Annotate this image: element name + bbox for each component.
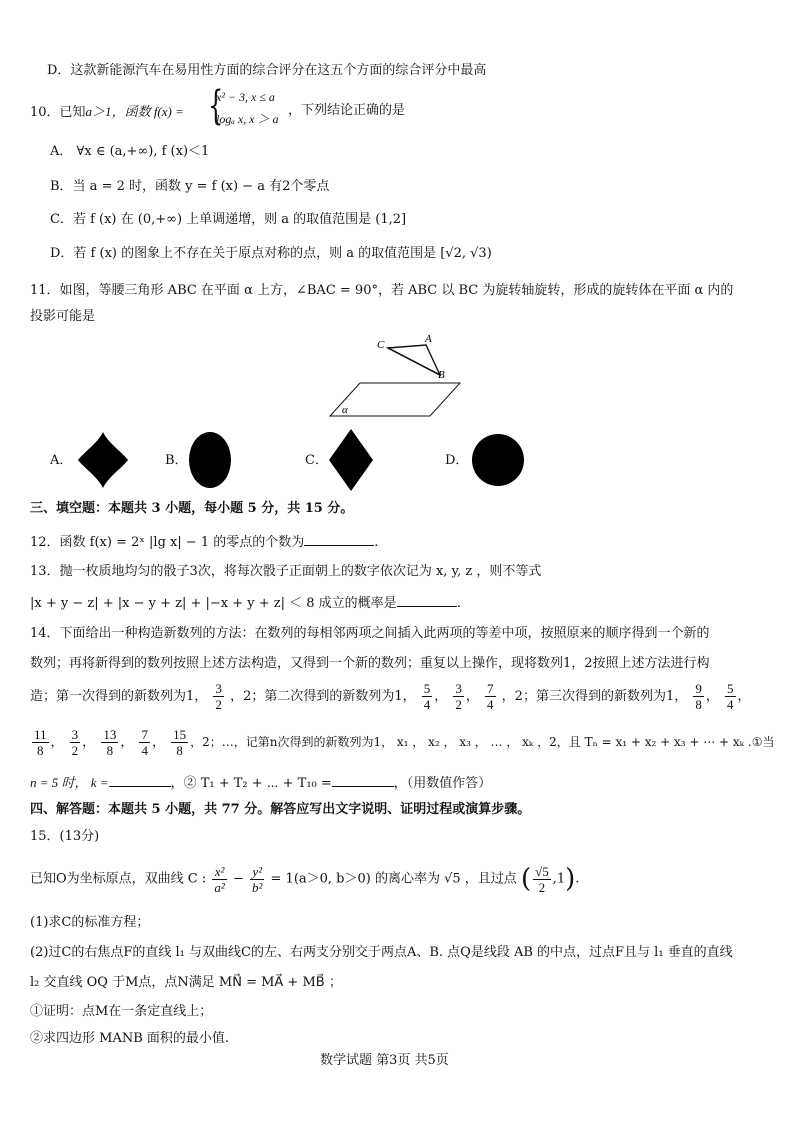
- fraction: $\frac{5}{4}$: [423, 681, 431, 712]
- fraction: $\frac{11}{8}$: [34, 727, 47, 758]
- section-4-heading: 四、解答题：本题共 5 小题，共 77 分。解答应写出文字说明、证明过程或演算步骤。: [30, 802, 531, 817]
- plane-alpha: [330, 383, 460, 416]
- q15-part-1: (1)求C的标准方程；: [30, 915, 150, 930]
- fraction: $\frac{\text{y²}}{\text{b²}}$: [251, 863, 263, 895]
- q9-option-d: D．这款新能源汽车在易用性方面的综合评分在这五个方面的综合评分中最高: [47, 63, 487, 78]
- q15-sub-2: ②求四边形 MANB 面积的最小值.: [30, 1031, 230, 1046]
- q10-piecewise-brace: {: [208, 83, 224, 129]
- q15-head: 15．(13分): [30, 829, 100, 844]
- fraction: $\frac{7}{4}$: [487, 681, 494, 712]
- q15-part-2-line1: (2)过C的右焦点F的直线 l₁ 与双曲线C的左、右两支分别交于两点A、B. 点Q是线段 AB 的中点，过点F且与 l₁ 垂直的直线: [30, 945, 733, 960]
- q14-line1: 14．下面给出一种构造新数列的方法：在数列的每相邻两项之间插入此两项的等差中项，按照原来的顺序得到一个新的: [30, 626, 710, 641]
- q10-stem-post: ，下列结论正确的是: [288, 103, 406, 118]
- fraction: $\frac{9}{8}$: [695, 681, 702, 712]
- q15-stem: 已知O为坐标原点，双曲线 C : $\frac{\text{x²}}{\text{a²}}$ − $\frac{\text{y²}}{\text{b²}}$ = 1(a＞0, b＞0) 的离心率为 √5 ，且过点 ( $\frac{√5}{2}$ ,1).: [30, 863, 580, 895]
- q11-option-a-label: A．: [50, 453, 73, 468]
- q13-line1: 13．抛一枚质地均匀的骰子3次，将每次骰子正面朝上的数字依次记为 x, y, z ，则不等式: [30, 564, 542, 579]
- q11-option-c-label: C．: [305, 453, 328, 468]
- label-c: C: [377, 339, 385, 351]
- fraction: $\frac{√5}{2}$: [535, 863, 549, 895]
- q11-stem-line1: 11．如图，等腰三角形 ABC 在平面 α 上方，∠BAC = 90°，若 ABC 以 BC 为旋转轴旋转，形成的旋转体在平面 α 内的: [30, 283, 734, 298]
- fraction: $\frac{\text{x²}}{\text{a²}}$: [214, 863, 225, 895]
- q14-line5: n = 5 时， k = ，② T₁ + T₂ + ⋯ + T₁₀ = ，（用数值作答）: [30, 775, 492, 791]
- q11-option-d-shape: [470, 432, 526, 488]
- q10-piece-2: logₐ x, x ＞ a: [216, 112, 279, 126]
- fraction: $\frac{13}{8}$: [103, 727, 117, 758]
- label-a: A: [425, 333, 432, 345]
- label-b: B: [438, 369, 445, 381]
- q11-figure: [320, 328, 480, 423]
- q13-line2: |x + y − z| + |x − y + z| + |−x + y + z| ＜ 8 成立的概率是 .: [30, 593, 461, 613]
- q14-answer-blank-sum[interactable]: [332, 773, 394, 787]
- section-3-heading: 三、填空题：本题共 3 小题，每小题 5 分，共 15 分。: [30, 501, 354, 516]
- q13-answer-blank[interactable]: [397, 593, 457, 607]
- q11-option-b-label: B．: [165, 453, 188, 468]
- fraction: $\frac{3}{2}$: [455, 681, 462, 712]
- q14-answer-blank-k[interactable]: [109, 773, 171, 787]
- fraction: $\frac{15}{8}$: [173, 727, 187, 758]
- q15-part-2-line2: l₂ 交直线 OQ 于M点，点N满足 MN⃗ = MA⃗ + MB⃗ ；: [30, 975, 342, 990]
- q11-option-b-shape: [188, 430, 232, 490]
- q10-option-a: A． ∀x ∈ (a,+∞), f (x)＜1: [50, 144, 210, 159]
- q14-line3: 造；第一次得到的新数列为1， $\frac{3}{2}$ ，2；第二次得到的新数列为1， $\frac{5}{4}$ ， $\frac{3}{2}$ ， $\frac{7}{4}$ ，2；第三次得到的新数列为1， $\frac{9}{8}$ ， $\frac{5}{4}$ ，: [30, 681, 751, 712]
- q12-stem: 12．函数 f(x) = 2ˣ |lg x| − 1 的零点的个数为 .: [30, 532, 378, 552]
- q15-sub-1: ①证明：点M在一条定直线上；: [30, 1004, 213, 1019]
- fraction: $\frac{3}{2}$: [215, 681, 222, 712]
- label-alpha: α: [342, 404, 348, 416]
- q14-line2: 数列；再将新得到的数列按照上述方法构造，又得到一个新的数列；重复以上操作，现将数列1，2按照上述方法进行构: [30, 656, 710, 671]
- q11-option-d-label: D．: [445, 453, 469, 468]
- q12-answer-blank[interactable]: [304, 532, 374, 546]
- q10-stem: 10．已知a＞1，函数 f(x) =: [30, 104, 184, 120]
- q10-piece-1: x² − 3, x ≤ a: [216, 90, 275, 104]
- fraction: $\frac{3}{2}$: [71, 727, 79, 758]
- fraction: $\frac{5}{4}$: [727, 681, 734, 712]
- q10-option-b: B．当 a = 2 时，函数 y = f (x) − a 有2个零点: [50, 179, 330, 194]
- q14-line4: $\frac{11}{8}$ ， $\frac{3}{2}$ ， $\frac{13}{8}$ ， $\frac{7}{4}$ ， $\frac{15}{8}$ ，2；…，记第n次得到的新数列为1， x₁ ， x₂ ， x₃ ， … ， xₖ ，2，且 Tₙ = x₁ + x₂ + x₃ + ⋯ + xₖ .①当: [34, 727, 775, 758]
- fraction: $\frac{7}{4}$: [141, 727, 148, 758]
- q11-option-a-shape: [76, 430, 130, 490]
- q11-option-c-shape: [328, 428, 374, 492]
- q10-option-d: D．若 f (x) 的图象上不存在关于原点对称的点，则 a 的取值范围是 [√2, √3): [50, 246, 492, 261]
- q10-option-c: C．若 f (x) 在 (0,+∞) 上单调递增，则 a 的取值范围是 (1,2]: [50, 212, 407, 227]
- page-footer: 数学试题 第3页 共5页: [320, 1053, 449, 1068]
- q11-stem-line2: 投影可能是: [30, 309, 96, 324]
